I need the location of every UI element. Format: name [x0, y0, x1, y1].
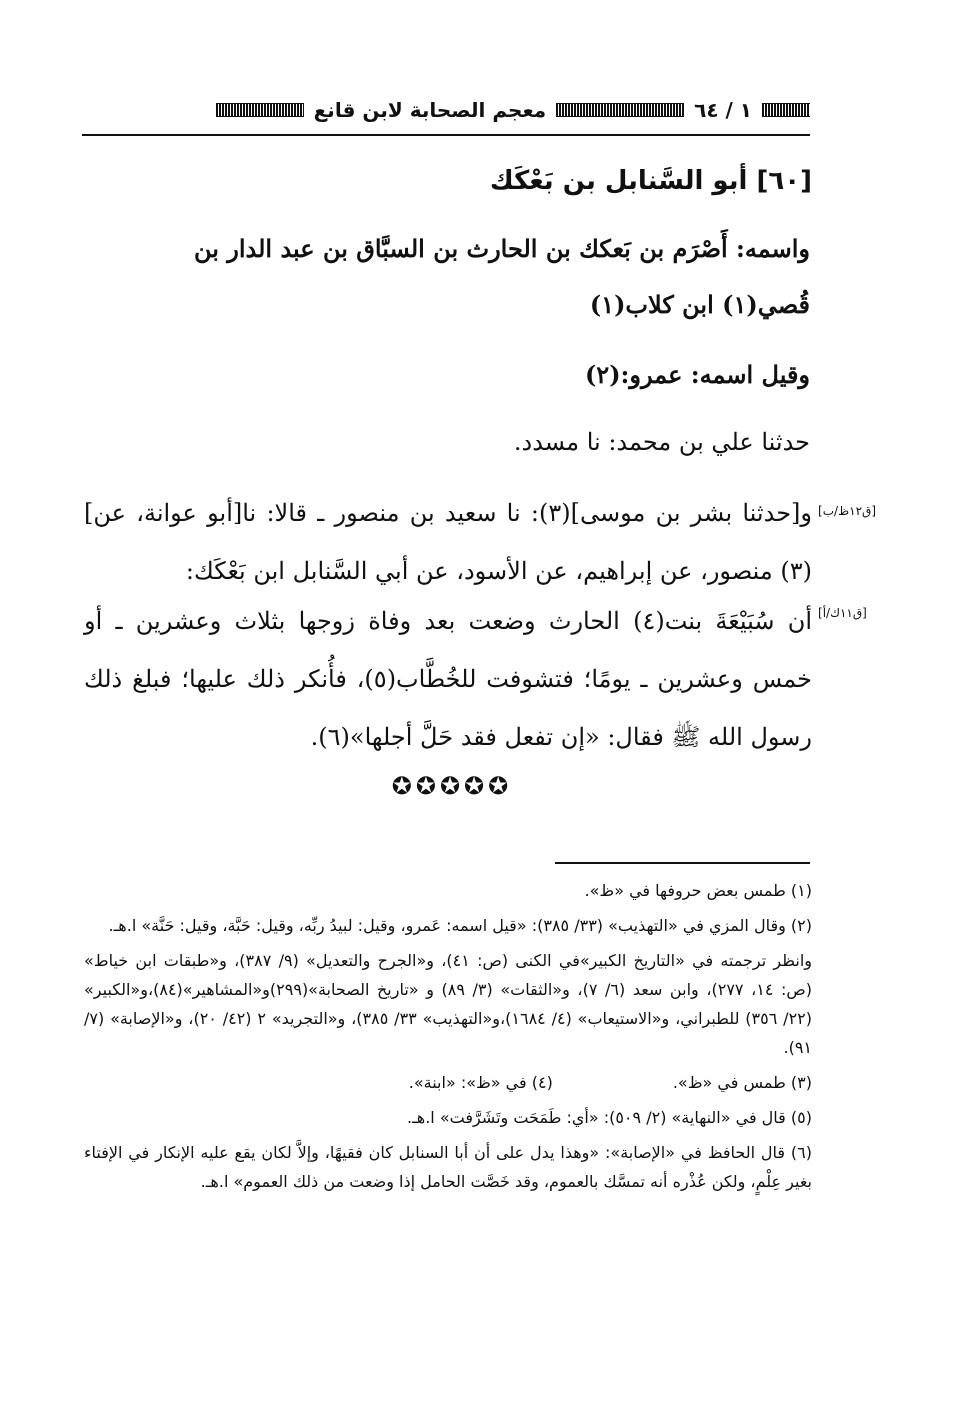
isnad-1: حدثنا علي بن محمد: نا مسدد.	[513, 428, 810, 456]
footnote-row	[84, 1068, 812, 1097]
name-line-2: قُصي(١) ابن كلاب(١)	[589, 290, 810, 319]
footnote-6: (٦) قال الحافظ في «الإصابة»: «وهذا يدل على أن أبا السنابل كان فقيهًا، وإلاَّ لكان يقع عليه الإنكار في الإفتاء بغير عِلْمٍ، ولكن عُذْره أنه تمسَّك بالعموم، وقد خَصَّت الحامل إذا وضعت من ذلك العموم» ا.هـ.	[84, 1143, 812, 1191]
footnote-2: (٢) وقال المزي في «التهذيب» (٣٣/ ٣٨٥): «قيل اسمه: عَمرو، وقيل: لبيدُ ربِّه، وقيل: حَبَّة، وقيل: حَنَّة» ا.هـ.	[108, 916, 812, 935]
alt-name: وقيل اسمه: عمرو:(٢)	[584, 360, 810, 389]
entry-title: [٦٠] أبو السَّنابل بن بَعْكَك	[489, 166, 812, 196]
header-rule	[82, 134, 810, 136]
footnote-3: (٣) طمس في «ظ».	[672, 1073, 812, 1092]
footnote-rule	[555, 862, 810, 864]
footnote-2-references: وانظر ترجمته في «التاريخ الكبير»في الكنى (ص: ٤١)، و«الجرح والتعديل» (٩/ ٣٨٧)، و«طبقات ابن خياط» (ص: ١٤، ٢٧٧)، وابن سعد (٦/ ٧)، و«الثقات» (٣/ ٨٩) و «تاريخ الصحابة»(٢٩٩)و«المشاهير»(٨٤)،و«الكبير» (٢٢/ ٣٥٦) للطبراني، و«الاستيعاب» (٤/ ١٦٨٤)،و«التهذيب» ٣٣/ ٣٨٥)، و«التجريد» ٢ (٤٢/ ٢٠)، و«الإصابة» (٧/ ٩١).	[84, 951, 813, 1057]
footnote-4: (٤) في «ظ»: «ابنة».	[408, 1073, 553, 1092]
header-ornament	[216, 103, 304, 117]
matn: أن سُبَيْعَةَ بنت(٤) الحارث وضعت بعد وفاة زوجها بثلاث وعشرين ـ أو خمس وعشرين ـ يومًا؛ فتشوفت للخُطَّاب(٥)، فأُنكر ذلك عليها؛ فبلغ ذلك رسول الله ﷺ فقال: «إن تفعل فقد حَلَّ أجلها»(٦).	[84, 607, 812, 751]
margin-note: [ق١٢ظ/ب]	[818, 504, 877, 518]
margin-note: [ق١١ك/أ]	[818, 606, 867, 620]
running-header	[82, 92, 810, 128]
header-ornament	[556, 103, 684, 117]
footnotes	[84, 876, 812, 1196]
footnote-5: (٥) قال في «النهاية» (٢/ ٥٠٩): «أي: طَمَحَت وتَشَرَّفت» ا.هـ.	[407, 1108, 812, 1127]
isnad-2: و[حدثنا بشر بن موسى](٣): نا سعيد بن منصور ـ قالا: نا[أبو عوانة، عن](٣) منصور، عن إبراهيم، عن الأسود، عن أبي السَّنابل ابن بَعْكَك:	[84, 499, 812, 585]
footnote-1: (١) طمس بعض حروفها في «ظ».	[584, 881, 812, 900]
header-ornament	[762, 103, 810, 117]
section-divider: ✪✪✪✪✪	[391, 772, 513, 800]
book-title: معجم الصحابة لابن قانع	[313, 98, 547, 122]
page-number: ١ / ٦٤	[694, 98, 752, 122]
name-line-1: واسمه: أَصْرَم بن بَعكك بن الحارث بن السبَّاق بن عبد الدار بن	[193, 234, 810, 263]
